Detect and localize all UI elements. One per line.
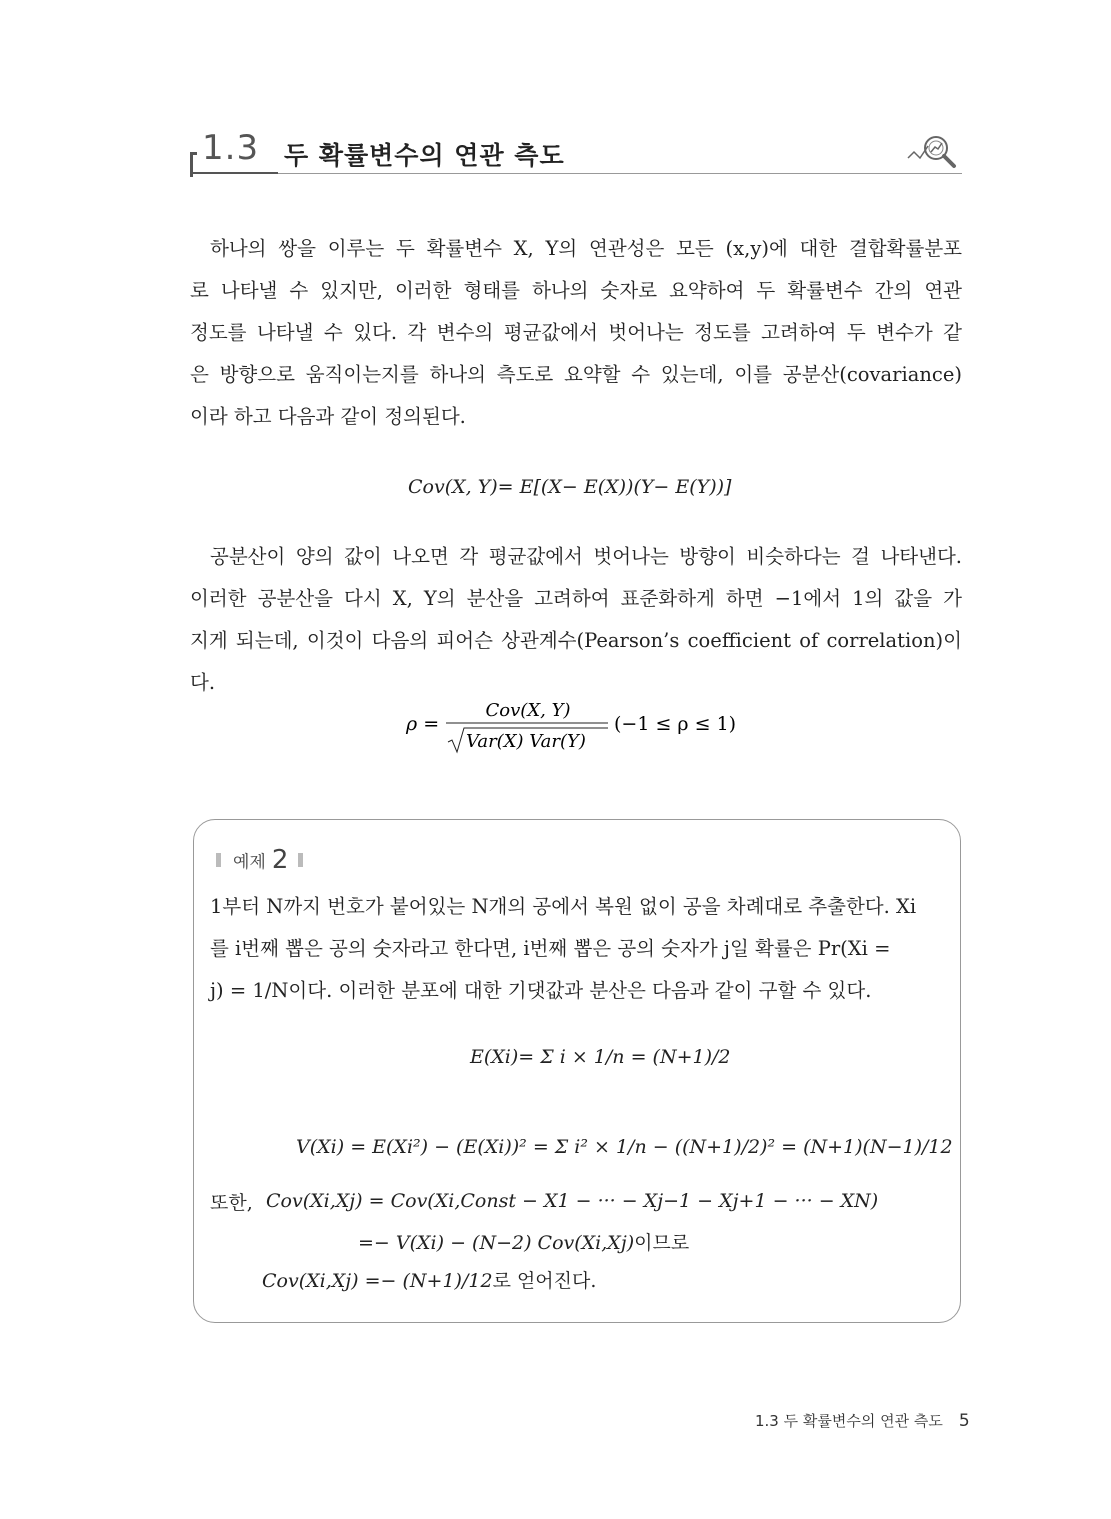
example-label-text: 예제 [233,852,266,873]
page-number: 5 [958,1411,970,1431]
text-line: 로 나타낼 수 있지만, 이러한 형태를 하나의 숫자로 요약하여 두 확률변수 간의 연관 [190,279,962,302]
magnifier-chart-icon [906,130,958,170]
running-title: 1.3 두 확률변수의 연관 측도 [755,1412,943,1430]
text-line: j) = 1/N이다. 이러한 분포에 대한 기댓값과 분산은 다음과 같이 구할 수 있다. [210,979,872,1002]
text-line: 를 i번째 뽑은 공의 숫자라고 한다면, i번째 뽑은 공의 숫자가 j일 확률은 Pr(Xi = [210,937,891,960]
example-label [216,845,303,875]
label-bar-right [298,853,303,867]
text-line: 지게 되는데, 이것이 다음의 피어슨 상관계수(Pearson’s coefficient of correlation)이다. [190,629,962,694]
rho-range: (−1 ≤ ρ ≤ 1) [614,713,737,735]
text-line: 이러한 공분산을 다시 X, Y의 분산을 고려하여 표준화하게 하면 −1에서 1의 값을 가 [190,587,962,610]
text-line: 공분산이 양의 값이 나오면 각 평균값에서 벗어나는 방향이 비슷하다는 걸 나타낸다. [210,545,962,568]
section-title: 두 확률변수의 연관 측도 [284,141,565,170]
example-text [210,886,940,1012]
rho-denominator: Var(X) Var(Y) [466,731,586,752]
covariance-result-expr: Cov(Xi,Xj) =− (N+1)/12 [262,1270,493,1292]
paragraph-2 [190,536,962,704]
text-line: 하나의 쌍을 이루는 두 확률변수 X, Y의 연관성은 모든 (x,y)에 대한 결합확률분포 [210,237,962,260]
covariance-result [262,1266,596,1293]
rho-numerator: Cov(X, Y) [485,700,571,721]
also-label: 또한, [210,1192,253,1214]
covariance-step-suffix: 이므로 [634,1232,690,1254]
covariance-result-suffix: 로 얻어진다. [492,1270,597,1292]
expectation-equation: E(Xi)= Σ i × 1/n = (N+1)/2 [470,1046,731,1068]
text-line: 은 방향으로 움직이는지를 하나의 측도로 요약할 수 있는데, 이를 공분산(covariance) [190,363,962,386]
variance-equation: V(Xi) = E(Xi²) − (E(Xi))² = Σ i² × 1/n − ((N+1)/2)² = (N+1)(N−1)/12 [296,1136,953,1158]
covariance-expansion: Cov(Xi,Xj) = Cov(Xi,Const − X1 − ··· − Xj−1 − Xj+1 − ··· − XN) [266,1190,879,1212]
section-number: 1.3 [202,128,260,168]
section-header [190,128,962,174]
text-line: 이라 하고 다음과 같이 정의된다. [190,405,466,428]
rho-lhs: ρ = [406,713,440,735]
paragraph-1 [190,228,962,438]
label-bar-left [216,853,221,867]
text-line: 정도를 나타낼 수 있다. 각 변수의 평균값에서 벗어나는 정도를 고려하여 두 변수가 같 [190,321,962,344]
example-number: 2 [271,845,289,875]
covariance-equation: Cov(X, Y)= E[(X− E(X))(Y− E(Y))] [408,476,732,498]
page-footer [755,1410,970,1431]
correlation-equation [400,692,760,756]
covariance-step [358,1228,689,1255]
text-line: 1부터 N까지 번호가 붙어있는 N개의 공에서 복원 없이 공을 차례대로 추출한다. Xi [210,895,917,918]
covariance-step-expr: =− V(Xi) − (N−2) Cov(Xi,Xj) [358,1232,635,1254]
header-rule-dark [190,172,278,174]
header-rule [278,173,962,174]
